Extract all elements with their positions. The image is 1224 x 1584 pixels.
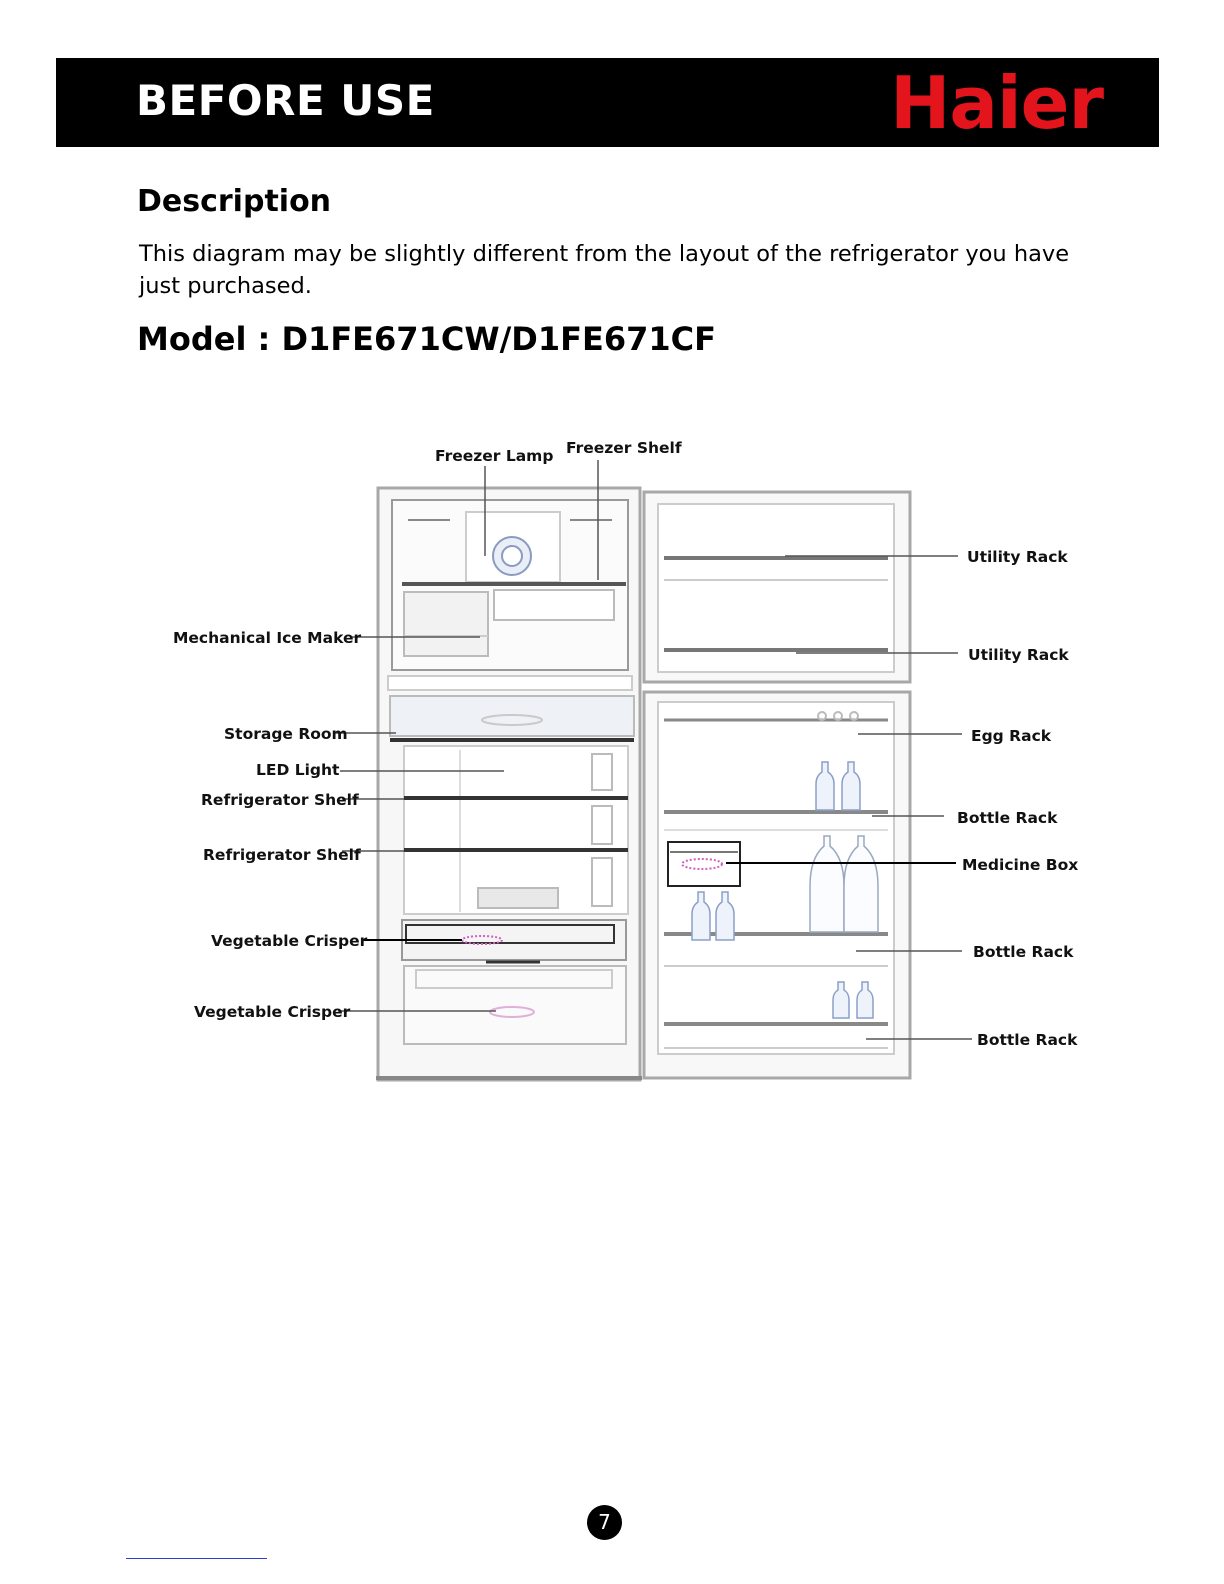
- label-utility-rack-2: Utility Rack: [968, 646, 1069, 664]
- label-storage-room: Storage Room: [224, 725, 348, 743]
- intro-paragraph: This diagram may be slightly different from the layout of the refrigerator you have just purchased.: [139, 241, 1070, 299]
- label-vegetable-crisper-2: Vegetable Crisper: [194, 1003, 351, 1021]
- label-refrigerator-shelf-2: Refrigerator Shelf: [203, 846, 361, 864]
- fridge-illustration: [376, 488, 910, 1080]
- label-refrigerator-shelf-1: Refrigerator Shelf: [201, 791, 359, 809]
- model-number: Model : D1FE671CW/D1FE671CF: [137, 320, 716, 358]
- label-bottle-rack-2: Bottle Rack: [973, 943, 1074, 961]
- label-egg-rack: Egg Rack: [971, 727, 1052, 745]
- label-mechanical-ice-maker: Mechanical Ice Maker: [173, 629, 362, 647]
- label-freezer-lamp: Freezer Lamp: [435, 447, 554, 465]
- label-freezer-shelf: Freezer Shelf: [566, 439, 682, 457]
- footer-rule: [126, 1558, 267, 1559]
- label-bottle-rack-3: Bottle Rack: [977, 1031, 1078, 1049]
- page-title: BEFORE USE: [136, 76, 435, 125]
- label-bottle-rack-1: Bottle Rack: [957, 809, 1058, 827]
- label-utility-rack-1: Utility Rack: [967, 548, 1068, 566]
- label-vegetable-crisper-1: Vegetable Crisper: [211, 932, 368, 950]
- label-led-light: LED Light: [256, 761, 340, 779]
- label-medicine-box: Medicine Box: [962, 856, 1079, 874]
- brand-logo: Haier: [890, 61, 1103, 145]
- section-heading: Description: [137, 184, 332, 219]
- page-number: 7: [587, 1505, 622, 1540]
